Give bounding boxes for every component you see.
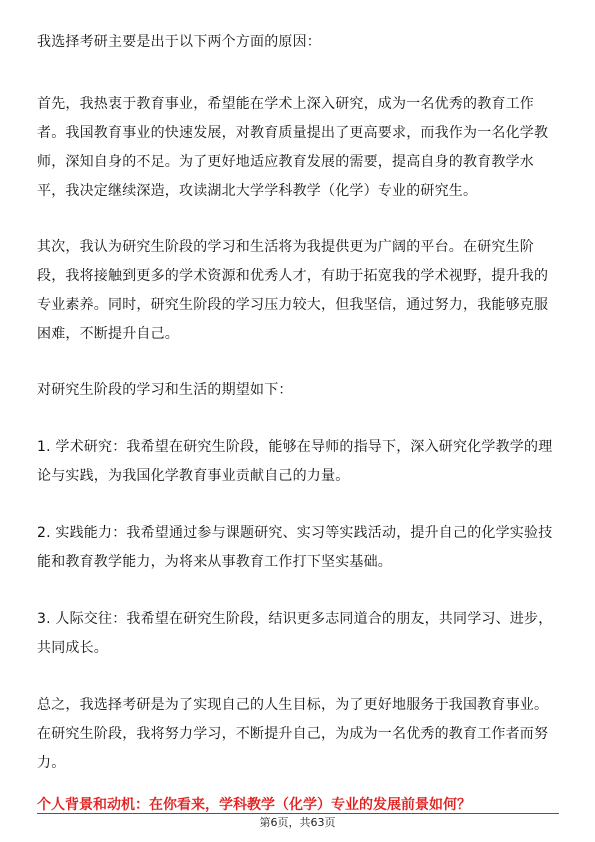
question-heading: 个人背景和动机：在你看来，学科教学（化学）专业的发展前景如何？	[37, 797, 471, 813]
second-reason-paragraph: 其次，我认为研究生阶段的学习和生活将为我提供更为广阔的平台。在研究生阶段，我将接触到更多的学术资源和优秀人才，有助于拓宽我的学术视野，提升我的专业素养。同时，研究生阶段的学习压力较大，但我坚信，通过努力，我能够克服困难，不断提升自己。	[37, 239, 549, 342]
expectation-item-practice: 2. 实践能力：我希望通过参与课题研究、实习等实践活动，提升自己的化学实验技能和教育教学能力，为将来从事教育工作打下坚实基础。	[37, 525, 553, 570]
intro-paragraph: 我选择考研主要是出于以下两个方面的原因：	[37, 34, 321, 50]
page-number: 第6页，共63页	[259, 816, 336, 829]
expectations-heading: 对研究生阶段的学习和生活的期望如下：	[37, 382, 293, 398]
expectation-item-social: 3. 人际交往：我希望在研究生阶段，结识更多志同道合的朋友，共同学习、进步，共同成长。	[37, 611, 553, 656]
footer-divider	[37, 813, 559, 814]
summary-paragraph: 总之，我选择考研是为了实现自己的人生目标，为了更好地服务于我国教育事业。在研究生阶段，我将努力学习，不断提升自己，为成为一名优秀的教育工作者而努力。	[37, 697, 549, 771]
expectation-item-research: 1. 学术研究：我希望在研究生阶段，能够在导师的指导下，深入研究化学教学的理论与实践，为我国化学教育事业贡献自己的力量。	[37, 439, 553, 484]
first-reason-paragraph: 首先，我热衷于教育事业，希望能在学术上深入研究，成为一名优秀的教育工作者。我国教育事业的快速发展，对教育质量提出了更高要求，而我作为一名化学教师，深知自身的不足。为了更好地适应教育发展的需要，提高自身的教育教学水平，我决定继续深造，攻读湖北大学学科教学（化学）专业的研究生。	[37, 96, 549, 199]
